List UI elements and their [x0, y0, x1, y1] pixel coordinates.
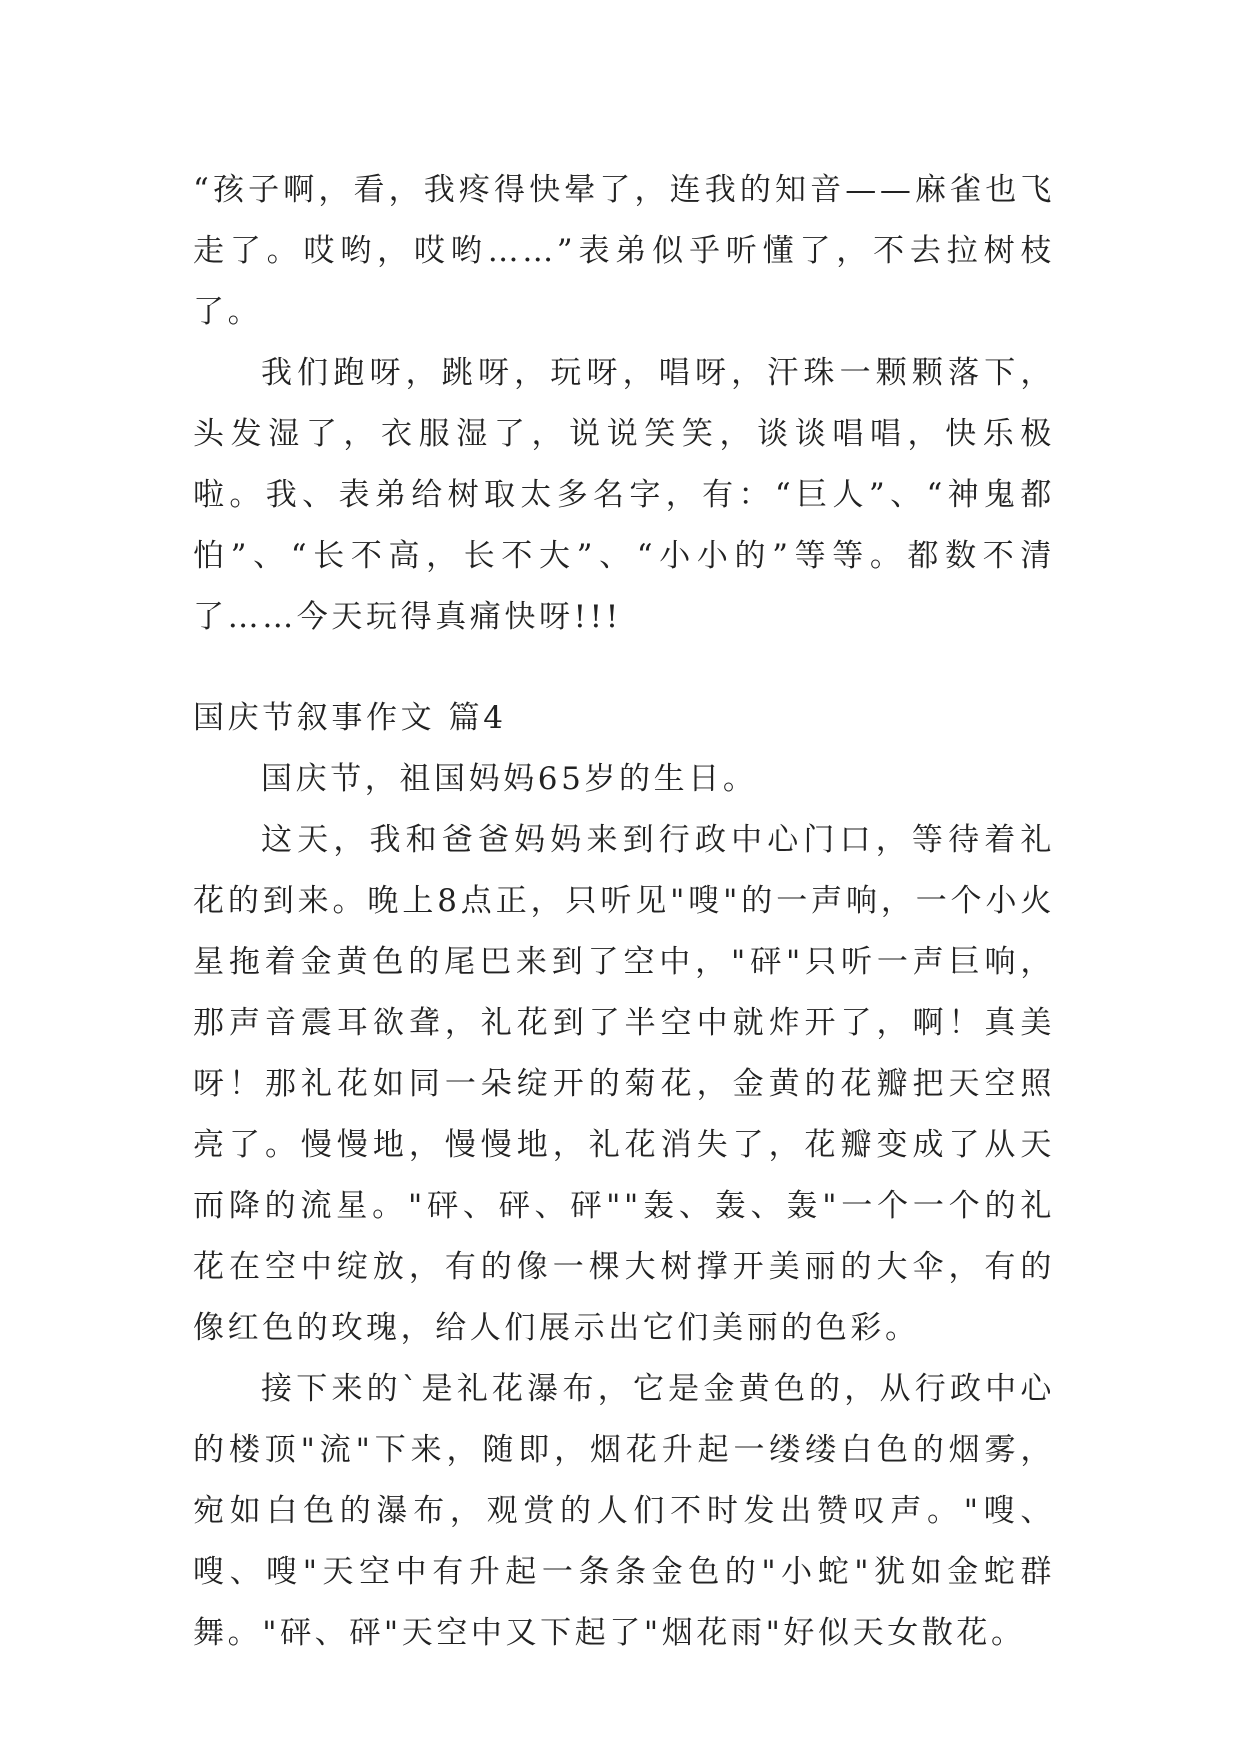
section-heading: 国庆节叙事作文 篇4 [193, 700, 507, 736]
paragraph-5: 接下来的`是礼花瀑布，它是金黄色的，从行政中心的楼顶"流"下来，随即，烟花升起一缕缕白色的烟雾，宛如白色的瀑布，观赏的人们不时发出赞叹声。"嗖、嗖、嗖"天空中有升起一条条金色的"小蛇"犹如金蛇群舞。"砰、砰"天空中又下起了"烟花雨"好似天女散花。 [193, 1371, 1055, 1651]
paragraph-1: “孩子啊，看，我疼得快晕了，连我的知音——麻雀也飞走了。哎哟，哎哟……”表弟似乎听懂了，不去拉树枝了。 [193, 172, 1055, 330]
document-page [193, 160, 1055, 1664]
paragraph-3: 国庆节，祖国妈妈65岁的生日。 [261, 761, 758, 797]
paragraph-2: 我们跑呀，跳呀，玩呀，唱呀，汗珠一颗颗落下，头发湿了，衣服湿了，说说笑笑，谈谈唱唱，快乐极啦。我、表弟给树取太多名字，有：“巨人”、“神鬼都怕”、“长不高，长不大”、“小小的”等等。都数不清了……今天玩得真痛快呀!!! [193, 355, 1055, 635]
paragraph-4: 这天，我和爸爸妈妈来到行政中心门口，等待着礼花的到来。晚上8点正，只听见"嗖"的一声响，一个小火星拖着金黄色的尾巴来到了空中，"砰"只听一声巨响，那声音震耳欲聋，礼花到了半空中就炸开了，啊！真美呀！那礼花如同一朵绽开的菊花，金黄的花瓣把天空照亮了。慢慢地，慢慢地，礼花消失了，花瓣变成了从天而降的流星。"砰、砰、砰""轰、轰、轰"一个一个的礼花在空中绽放，有的像一棵大树撑开美丽的大伞，有的像红色的玫瑰，给人们展示出它们美丽的色彩。 [193, 822, 1055, 1346]
